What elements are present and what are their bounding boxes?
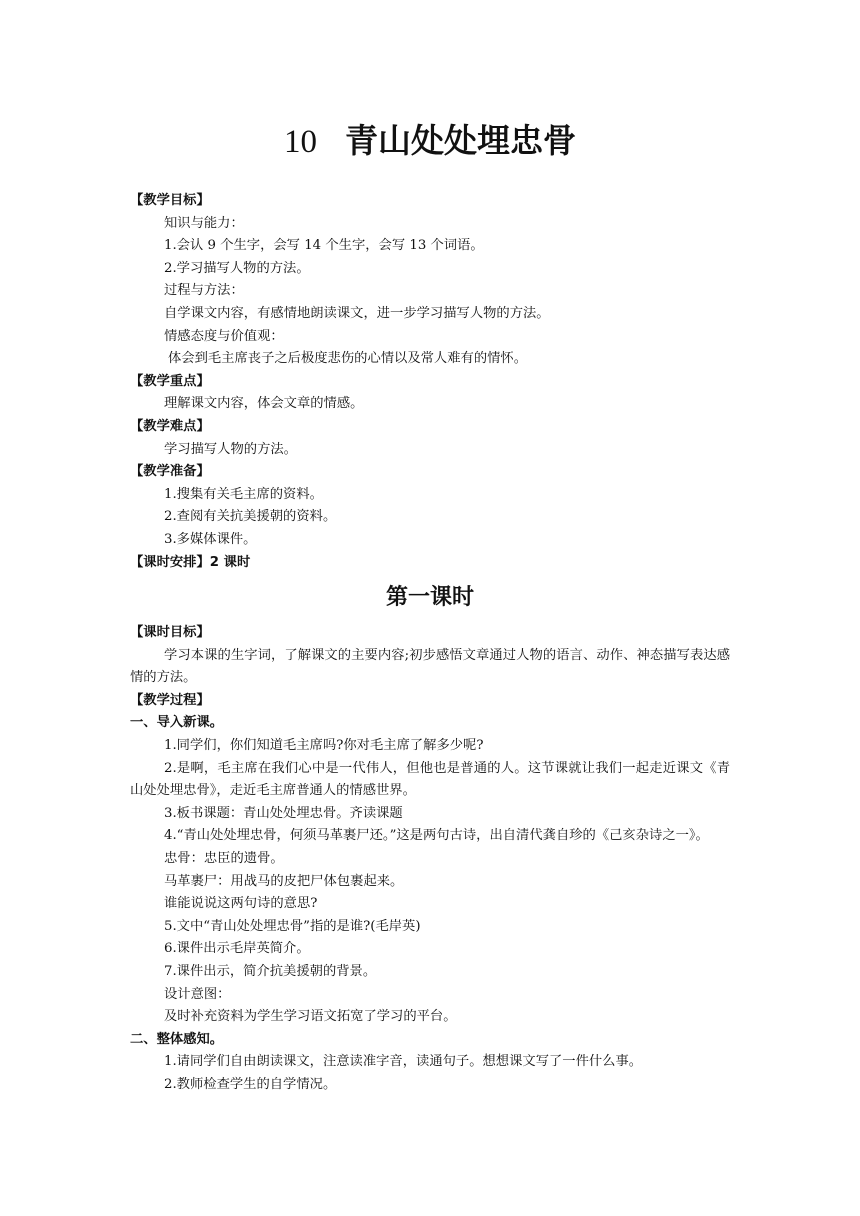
preparation-heading: 【教学准备】	[130, 464, 210, 480]
section1-p12: 及时补充资料为学生学习语文拓宽了学习的平台。	[164, 1009, 457, 1025]
section1-p1: 1.同学们，你们知道毛主席吗?你对毛主席了解多少呢?	[164, 738, 484, 754]
emotion-label: 情感态度与价值观：	[164, 328, 284, 344]
preparation-item-2: 2.查阅有关抗美援朝的资料。	[164, 509, 337, 525]
schedule-line: 【课时安排】2 课时	[130, 554, 251, 570]
goal-item-1: 1.会认 9 个生字，会写 14 个生字，会写 13 个词语。	[164, 238, 484, 254]
section2-p1: 1.请同学们自由朗读课文，注意读准字音，读通句子。想想课文写了一件什么事。	[164, 1054, 643, 1070]
difficulties-text: 学习描写人物的方法。	[164, 441, 297, 457]
process-text: 自学课文内容，有感情地朗读课文，进一步学习描写人物的方法。	[164, 305, 550, 321]
section1-p8: 5.文中“青山处处埋忠骨”指的是谁?(毛岸英)	[164, 918, 421, 934]
goal-item-2: 2.学习描写人物的方法。	[164, 260, 310, 276]
preparation-item-1: 1.搜集有关毛主席的资料。	[164, 486, 323, 502]
section1-p4: 4.“青山处处埋忠骨，何须马革裹尸还。”这是两句古诗，出自清代龚自珍的《己亥杂诗之一》。	[164, 828, 709, 844]
section1-p6: 马革裹尸：用战马的皮把尸体包裹起来。	[164, 873, 404, 889]
key-points-text: 理解课文内容，体会文章的情感。	[164, 396, 364, 412]
preparation-item-3: 3.多媒体课件。	[164, 531, 257, 547]
section1-p11: 设计意图：	[164, 986, 231, 1002]
section2-p2: 2.教师检查学生的自学情况。	[164, 1076, 337, 1092]
section1-p2: 2.是啊，毛主席在我们心中是一代伟人，但他也是普通的人。这节课就让我们一起走近课文《青山处处埋忠骨》，走近毛主席普通人的情感世界。	[130, 760, 730, 799]
section1-p5: 忠骨：忠臣的遗骨。	[164, 851, 284, 867]
section1-p7: 谁能说说这两句诗的意思?	[164, 896, 318, 912]
lesson-title	[130, 118, 730, 164]
teaching-goals-heading: 【教学目标】	[130, 193, 210, 208]
lesson-title-text: 青山处处埋忠骨	[345, 121, 576, 160]
section1-p10: 7.课件出示，简介抗美援朝的背景。	[164, 964, 377, 979]
emotion-text: 体会到毛主席丧子之后极度悲伤的心情以及常人难有的情怀。	[168, 351, 528, 367]
section1-p9: 6.课件出示毛岸英简介。	[164, 941, 310, 957]
lesson-number: 10	[284, 124, 317, 160]
lesson1-goal-text: 学习本课的生字词，了解课文的主要内容;初步感悟文章通过人物的语言、动作、神态描写表达感情的方法。	[130, 647, 730, 686]
process-label: 过程与方法：	[164, 283, 244, 299]
key-points-heading: 【教学重点】	[130, 373, 210, 389]
section1-heading: 一、导入新课。	[130, 715, 224, 731]
section2-heading: 二、整体感知。	[130, 1031, 224, 1047]
difficulties-heading: 【教学难点】	[130, 418, 210, 434]
lesson1-goal-heading: 【课时目标】	[130, 625, 210, 641]
lesson1-title: 第一课时	[385, 585, 474, 611]
knowledge-label: 知识与能力：	[164, 215, 244, 231]
document-page	[130, 118, 730, 1097]
section1-p3: 3.板书课题：青山处处埋忠骨。齐读课题	[164, 805, 403, 821]
process-heading: 【教学过程】	[130, 692, 210, 708]
